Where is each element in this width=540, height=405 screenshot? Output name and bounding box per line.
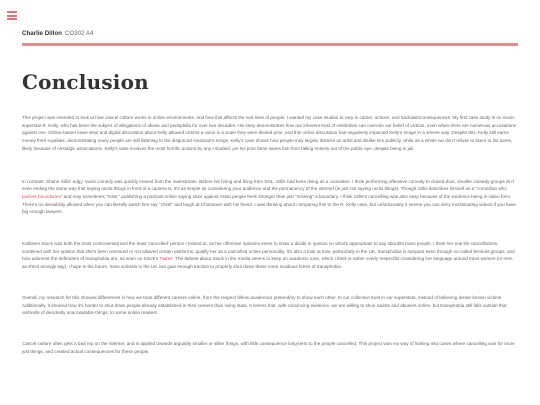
paragraph-cancel-culture: Cancel culture often gets a bad rep on the internet, and is applied towards arguably smaller or sillier things, with little consequence long-term to the people cancelled. This project was my way of looking into cases where cancelling was for more just things, and created actual consequences for these people. xyxy=(22,340,515,354)
header-divider xyxy=(22,43,518,46)
paragraph-overall: Overall, my research for this showed differences in how we treat different careers online, from the respect fellow academics pretend/try to show each other, to our collective trust in our superstars, instead of believing lesser-known victims. Additionally, it showed how it's harder to shut down people already established in their careers than rising stars. It seems that, with convincing evidence, we are willing to shun racists and abusers online, but transphobia still falls outside that umbrella of decidedly unacceptable things, to some online readers. xyxy=(22,294,507,316)
paragraph-text: In contrast, Shane Gillis' edgy' racist comedy was quickly erased from the mainstream. Before his hiring and firing from SNL, Gillis had been rising as a comedian. I think performing offensive comedy to closed-door, smaller comedy groups isn't even ending the same way that saying racist things in front of a camera is. It's as simple as considering your audience and the permanency of the internet (ie just not saying racist things). Though Gillis describes himself as a "comedian who xyxy=(22,178,515,192)
paragraph-shane-gillis xyxy=(22,178,518,217)
article-body xyxy=(22,114,518,355)
hamburger-menu-icon[interactable] xyxy=(7,11,17,20)
twitter-link[interactable]: Twitter xyxy=(159,256,173,262)
paragraph-kathleen-stock xyxy=(22,240,518,271)
pushes-boundaries-link[interactable]: pushes boundaries xyxy=(22,193,61,199)
site-header xyxy=(22,30,93,37)
paragraph-r-kelly: This project was intended to look at how cancel culture works in online environments, and how this affects the real lives of people. I wanted my case studies to vary in career, actions, and backlash/consequences. My first case study is on music superstar R. Kelly, who has been the subject of allegations of abuse and pedophilia for over two decades. His story demonstrates how our inherent trust of celebrities can overrule our belief of victims, even when there are numerous accusations against one. Online-based news sites and digital discussion about Kelly allowed victims a voice in a scale they were denied prior, and this online discussion has negatively impacted Kelly's image in a severe way. Despite this, Kelly still earns money from royalties, demonstrating many people are still listening to the disgraced musician's songs. Kelly's case shows how people may largely dismiss an artist and dislike him publicly, while as a whole we don't refuse to listen to his tunes, likely because of nostalgic associations. Kelly's case involves the most horrific actions by any I studied, yet his prior fame saves him from falling entirely out of the public eye, despite being in jail. xyxy=(22,115,517,151)
paragraph-text: . The debate about Stock in the media seems to keep on academic tone, which I think is rather overly respectful considering her language around trans women (or men, as she'd wrongly say). I hope in the future, trans activists in the UK can gain enough traction to properly shut down these more insidious forms of transphobia. xyxy=(22,256,514,270)
paragraph-text: Kathleen Stock was both the most controversial and the least 'cancelled' person I looked at, as her offensive opinions seem to show a divide in opinion on what's appropriate to say about/to trans people. I think her real life cancellations, combined with her opinion that she's been censored or not allowed certain platforms, qualify her as a cancelled online personality. It's also a look at how, particularly in the UK, transphobia is rampant even through so-called feminist groups, and how adament the defenders of transphobia are, as seen on Stock's xyxy=(22,241,515,262)
author-name[interactable]: Charlie Dillon xyxy=(22,30,62,37)
paragraph-text: " and may sometimes "miss," publishing a podcast online saying slurs against Asian people feels stronger than just "missing" a boundary. I think Gillis's cancelling was also easy because of the evidence being in video form. There's no deniability allowed when you can literally watch him say "chink" and laugh at Chinatown with his friend. I was thinking about comparing this to the R. Kelly case, but unfortunately it seems you can deny incriminating videos if you have big enough lawyers. xyxy=(22,193,516,215)
page-title: Conclusion xyxy=(22,70,149,94)
course-code: CO302 A4 xyxy=(64,30,94,37)
